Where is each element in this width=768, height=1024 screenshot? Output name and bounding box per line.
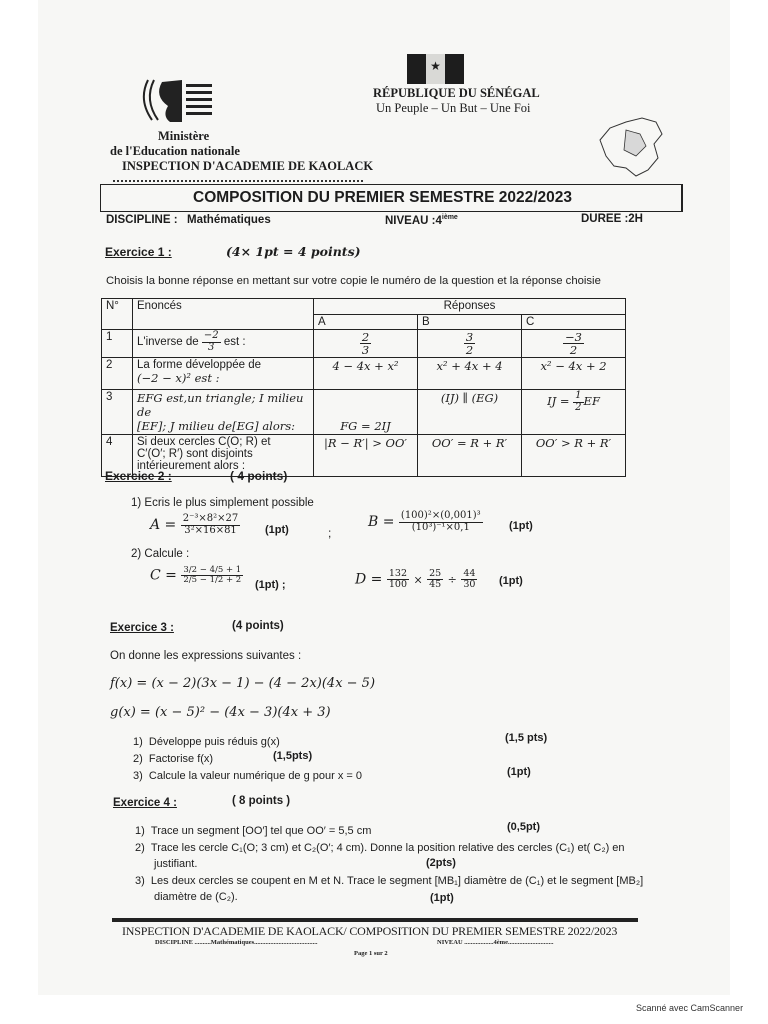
exam-title: COMPOSITION DU PREMIER SEMESTRE 2022/2023 [193,189,572,206]
region-map [596,110,668,182]
ministry-line-2: de l'Education nationale [110,144,240,158]
ex1-points: (4× 1pt = 4 points) [226,244,361,259]
answer-b: x² + 4x + 4 [418,358,522,390]
question-text: La forme développée de (−2 − x)² est : [133,358,314,390]
row-number: 2 [102,358,133,390]
footer-rule [112,918,638,922]
expr-g: g(x) = (x − 5)² − (4x − 3)(4x + 3) [110,705,331,720]
answer-a: $\frac{2}{3}$ [314,330,418,358]
ex2-title: Exercice 2 : [105,469,172,483]
national-motto: Un Peuple – Un But – Une Foi [376,101,531,115]
expr-A: A = $\frac{\text{2⁻³×8²×27}}{\text{3²×16×81}}$ [150,513,239,536]
answer-b: OO′ = R + R′ [418,435,522,477]
footer-discipline: DISCIPLINE ..........Mathématiques....................................... [155,939,318,946]
header-enonces: Enoncés [133,299,314,330]
ex2-q2: 2) Calcule : [131,548,190,560]
mcq-table [101,298,626,477]
country-name: RÉPUBLIQUE DU SÉNÉGAL [373,86,540,100]
expr-f: f(x) = (x − 2)(3x − 1) − (4 − 2x)(4x − 5) [110,676,376,691]
answer-c: $\frac{-3}{2}$ [522,330,626,358]
table-row [102,358,626,390]
answer-a: |R − R′| > OO′ [314,435,418,477]
ex4-q2-points: (2pts) [426,857,456,869]
footer-niveau: NIVEAU ..................4ème............................ [437,939,554,946]
table-row [102,330,626,358]
question-text: EFG est,un triangle; I milieu de [EF]; J milieu de[EG] alors: [133,390,314,435]
table-row [102,390,626,435]
list-item: 3) Calcule la valeur numérique de g pour x = 0 (1pt) [133,766,531,782]
answer-c: IJ = $\frac{1}{2}$ EF [522,390,626,435]
page-number: Page 1 sur 2 [354,950,388,957]
ex2-D-points: (1pt) [499,575,523,587]
ex3-questions [133,732,573,787]
answer-c: OO′ > R + R′ [522,435,626,477]
header-a: A [314,315,418,330]
ex4-q1: 1) Trace un segment [OO′] tel que OO′ = 5,5 cm [135,825,372,837]
list-item: 1) Développe puis réduis g(x) (1,5 pts) [133,732,548,748]
ex2-B-points: (1pt) [509,520,533,532]
header-c: C [522,315,626,330]
expr-B: B = $\frac{\text{(100)²×(0,001)³}}{\text{(10³)⁻¹×0,1}}$ [368,510,481,533]
ex2-points: ( 4 points) [230,469,288,483]
ex4-q3: 3) Les deux cercles se coupent en M et N. Trace le segment [MB₁] diamètre de (C₁) et le segment [MB₂] diamètre de (C₂). [135,875,644,903]
discipline-label: DISCIPLINE : [106,214,178,226]
question-text: Si deux cercles C(O; R) et C′(O′; R′) sont disjoints intérieurement alors : [133,435,314,477]
niveau-label: NIVEAU :4ième [385,214,458,227]
ministry-logo [140,76,220,128]
ex3-intro: On donne les expressions suivantes : [110,650,302,662]
duree-label: DUREE :2H [581,213,643,225]
ex2-q1: 1) Ecris le plus simplement possible [131,497,314,509]
row-number: 3 [102,390,133,435]
ex3-points: (4 points) [232,620,284,632]
answer-a: FG = 2IJ [314,390,418,435]
expr-D: D = $\frac{132}{100}$ × $\frac{25}{45}$ ÷ $\frac{44}{30}$ [355,568,476,590]
dotted-rule [113,180,363,182]
inspection-name: INSPECTION D'ACADEMIE DE KAOLACK [122,159,374,173]
ex2-C-points: (1pt) ; [255,579,286,591]
ex4-title: Exercice 4 : [113,797,177,809]
ex4-q2: 2) Trace les cercle C₁(O; 3 cm) et C₂(O′; 4 cm). Donne la position relative des cercles (C₁) et( C₂) en justifiant. [135,842,625,870]
expr-C: C = $\frac{3/2 - 4/5 + 1}{2/5 - 1/2 + 2}$ [150,565,242,585]
answer-c: x² − 4x + 2 [522,358,626,390]
answer-b: (IJ) ∥ (EG) [418,390,522,435]
ministry-line-1: Ministère [158,129,210,143]
row-number: 4 [102,435,133,477]
ex4-q1-points: (0,5pt) [507,821,540,833]
separator: ; [328,526,332,540]
header-reponses: Réponses [314,299,626,315]
answer-b: $\frac{3}{2}$ [418,330,522,358]
list-item: 2) Factorise f(x) (1,5pts) [133,750,313,765]
question-text: L'inverse de $\frac{-2}{3}$ est : [133,330,314,358]
header-num: N° [102,299,133,330]
star-icon: ★ [430,59,441,73]
table-row [102,435,626,477]
ex1-title: Exercice 1 : [105,245,172,259]
row-number: 1 [102,330,133,358]
ex1-instruction: Choisis la bonne réponse en mettant sur votre copie le numéro de la question et la réponse choisie [106,275,601,287]
ex4-q3-points: (1pt) [430,892,454,904]
scanner-watermark: Scanné avec CamScanner [636,1003,744,1013]
ex2-A-points: (1pt) [265,524,289,536]
header-b: B [418,315,522,330]
discipline-value: Mathématiques [187,214,271,226]
answer-a: 4 − 4x + x² [314,358,418,390]
ex4-points: ( 8 points ) [232,795,291,807]
footer-line: INSPECTION D'ACADEMIE DE KAOLACK/ COMPOSITION DU PREMIER SEMESTRE 2022/2023 [122,924,618,938]
ex3-title: Exercice 3 : [110,622,174,634]
flag-emblem [407,54,464,84]
